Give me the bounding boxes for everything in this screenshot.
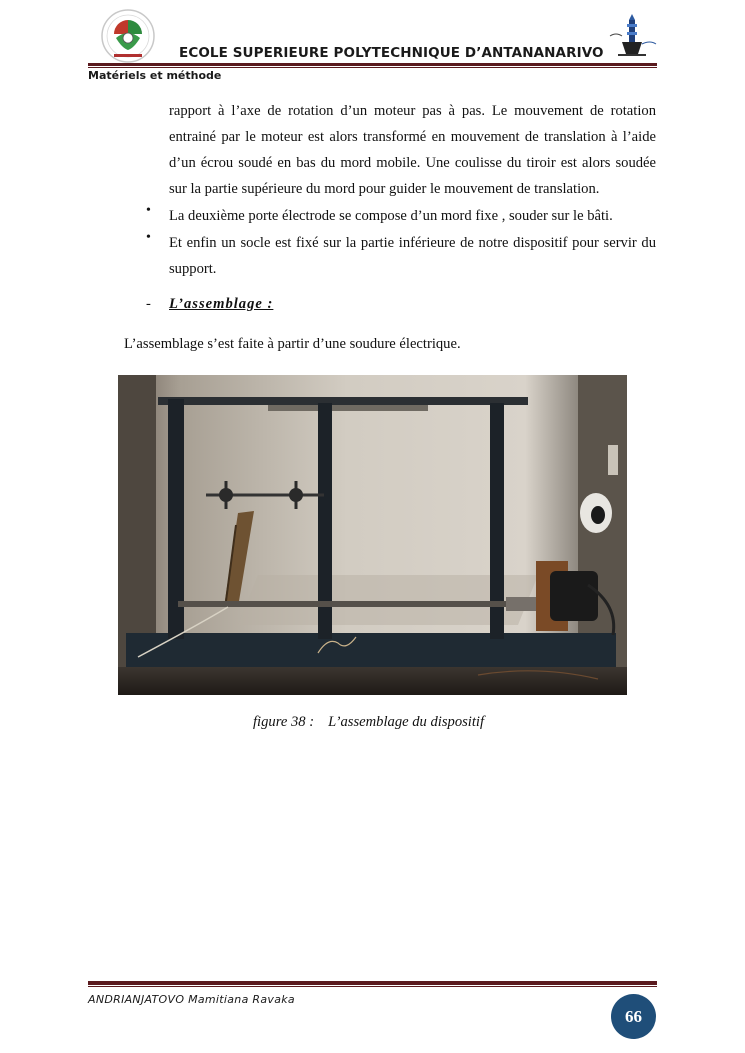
device-assembly-photo	[118, 375, 627, 695]
figure-label: figure 38 :	[253, 714, 315, 730]
school-name: ECOLE SUPERIEURE POLYTECHNIQUE D’ANTANANARIVO	[179, 45, 604, 61]
bullet-marker: •	[146, 230, 151, 245]
header-divider-thin	[88, 67, 657, 68]
figure-caption	[253, 714, 484, 731]
school-emblem-icon	[100, 8, 156, 64]
bullet-item: Et enfin un socle est fixé sur la partie inférieure de notre dispositif pour servir du support.	[169, 235, 656, 277]
assembly-heading: L’assemblage :	[169, 296, 274, 312]
author-name: ANDRIANJATOVO Mamitiana Ravaka	[88, 993, 295, 1006]
body-paragraph: rapport à l’axe de rotation d’un moteur pas à pas. Le mouvement de rotation entrainé par le moteur est alors transformé en mouvement de translation à l’aide d’un écrou soudé en bas du mord mobile. Une coulisse du tiroir est alors soudée sur la partie supérieure du mord pour guider le mouvement de translation.	[169, 103, 656, 197]
section-title: Matériels et méthode	[88, 69, 222, 82]
assembly-paragraph: L’assemblage s’est faite à partir d’une soudure électrique.	[124, 336, 461, 352]
department-emblem-icon	[606, 10, 658, 62]
figure-title: L’assemblage du dispositif	[328, 714, 485, 730]
footer-divider	[88, 981, 657, 985]
bullet-item: La deuxième porte électrode se compose d’un mord fixe , souder sur le bâti.	[169, 208, 613, 224]
dash-marker: -	[146, 296, 151, 312]
bullet-marker: •	[146, 203, 151, 218]
header-divider	[88, 63, 657, 66]
page-number-badge: 66	[611, 994, 656, 1039]
footer-divider-thin	[88, 986, 657, 987]
